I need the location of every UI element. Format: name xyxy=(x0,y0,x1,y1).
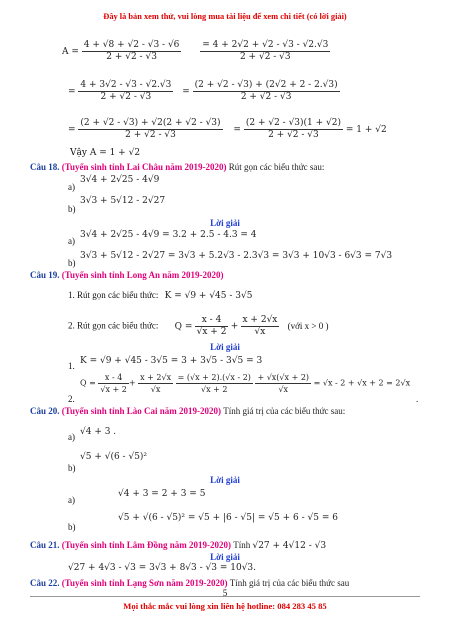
numerator: (2 + √2 - √3) + √2(2 + √2 - √3) xyxy=(80,118,221,128)
question-label: Câu 22. xyxy=(30,578,60,588)
q18-part-a-expr: 3√4 + 2√25 - 4√9 xyxy=(80,175,160,185)
denominator: 2 + √2 - √3 xyxy=(106,52,157,62)
question-source: (Tuyển sinh tỉnh Lào Cai năm 2019-2020) xyxy=(61,406,221,416)
equation-line-3: = $\frac{(2 + √2 - √3) + √2(2 + √2 - √3)}{2 + √2 - √3}$ = $\frac{(2 + √2 - √3)(1 + √2)}{2 + √2 - √3}$ = 1 + √2 xyxy=(68,118,387,140)
question-expr: √27 + 4√12 - √3 xyxy=(252,541,327,551)
question-20-heading xyxy=(30,406,345,416)
preview-banner: Đây là bản xem thử, vui lòng mua tài liệu để xem chi tiết (có lời giải) xyxy=(103,12,347,21)
question-label: Câu 21. xyxy=(30,540,60,550)
fraction xyxy=(82,40,182,63)
page-number: 5 xyxy=(222,588,228,598)
part-text: 1. Rút gọn các biểu thức: xyxy=(68,290,159,300)
question-19-heading xyxy=(30,270,223,280)
denominator: 2 + √2 - √3 xyxy=(239,52,291,62)
equation-line-2: = $\frac{4 + 3√2 - √3 - √2.√3}{2 + √2 - √3}$ = $\frac{(2 + √2 - √3) + (2√2 + 2 - 2.√3)}{2 + √2 - √3}$ xyxy=(68,80,338,102)
q18-part-b-expr: 3√3 + 5√12 - 2√27 xyxy=(80,196,166,206)
question-source: (Tuyển sinh tỉnh Lâm Đồng năm 2019-2020) xyxy=(61,540,231,550)
fraction xyxy=(193,80,340,103)
q19-sol-2-dot: . xyxy=(416,394,419,404)
q19-sol-2: Q = $\frac{x - 4}{√x + 2}$ + $\frac{x + 2√x}{√x}$ $\frac{= (√x + 2).(√x - 2)}{√x + 2}$ $\frac{+ √x(√x + 2)}{√x}$ = √x - 2 + √x + 2 = 2√x xyxy=(80,373,411,394)
fraction xyxy=(241,315,280,338)
q18-sol-b-label: b) xyxy=(68,258,76,268)
numerator: x - 4 xyxy=(195,315,229,327)
footer-divider xyxy=(30,596,420,597)
q18-solution-title: Lời giải xyxy=(210,218,240,228)
q20-part-b-expr: √5 + √(6 - √5)² xyxy=(80,452,148,462)
eq-label: A = xyxy=(62,47,79,57)
question-text: Rút gọn các biểu thức sau: xyxy=(228,162,325,172)
question-source: (Tuyển sinh tỉnh Lạng Sơn năm 2019-2020) xyxy=(61,578,228,588)
numerator: + √x(√x + 2) xyxy=(257,373,310,382)
question-source: (Tuyển sinh tỉnh Lai Châu năm 2019-2020) xyxy=(61,162,227,172)
fraction xyxy=(200,40,330,63)
q19-sol-2-label: 2. xyxy=(68,394,75,404)
question-label: Câu 19. xyxy=(30,270,60,280)
q20-sol-b: √5 + √(6 - √5)² = √5 + |6 - √5| = √5 + 6 - √5 = 6 xyxy=(118,513,338,523)
plus-sign: + xyxy=(230,321,239,332)
q19-sol-1: K = √9 + √45 - 3√5 = 3 + 3√5 - 3√5 = 3 xyxy=(80,356,263,366)
denominator: √x xyxy=(278,385,289,394)
numerator: = (√x + 2).(√x - 2) xyxy=(177,373,251,382)
numerator: 4 + 3√2 - √3 - √2.√3 xyxy=(80,80,172,90)
q19-solution-title: Lời giải xyxy=(210,342,240,352)
footer-hotline: Mọi thắc mắc vui lòng xin liên hệ hotline: 084 283 45 85 xyxy=(123,601,327,611)
numerator: 4 + √8 + √2 - √3 - √6 xyxy=(83,40,180,50)
numerator: = 4 + 2√2 + √2 - √3 - √2.√3 xyxy=(202,40,329,50)
question-text: Tính xyxy=(233,540,251,550)
q19-part-1 xyxy=(68,290,252,301)
q18-part-a-label: a) xyxy=(68,182,75,192)
question-18-heading xyxy=(30,162,324,172)
denominator: √x + 2 xyxy=(100,385,127,394)
q19-sol-1-label: 1. xyxy=(68,361,75,371)
question-22-heading xyxy=(30,578,349,588)
fraction xyxy=(176,372,253,395)
denominator: √x xyxy=(254,327,266,337)
question-label: Câu 20. xyxy=(30,406,60,416)
part-expr: K = √9 + √45 - 3√5 xyxy=(164,291,253,301)
q18-sol-a: 3√4 + 2√25 - 4√9 = 3.2 + 2.5 - 4.3 = 4 xyxy=(80,230,257,240)
q21-sol: √27 + 4√3 - √3 = 3√3 + 8√3 - √3 = 10√3. xyxy=(68,563,257,573)
result: = 1 + √2 xyxy=(345,125,387,135)
fraction xyxy=(78,80,173,103)
part-text: 2. Rút gọn các biểu thức: xyxy=(68,320,159,331)
conclusion-line xyxy=(70,148,140,158)
question-label: Câu 18. xyxy=(30,162,60,172)
q20-solution-title: Lời giải xyxy=(210,475,240,485)
numerator: (2 + √2 - √3)(1 + √2) xyxy=(245,118,342,128)
result: = √x - 2 + √x + 2 = 2√x xyxy=(313,378,411,388)
q-label: Q = xyxy=(174,321,193,332)
q18-part-b-label: b) xyxy=(68,204,76,214)
numerator: x + 2√x xyxy=(140,373,172,382)
q18-sol-b: 3√3 + 5√12 - 2√27 = 3√3 + 5.2√3 - 2.3√3 = 3√3 + 10√3 - 6√3 = 7√3 xyxy=(80,251,393,261)
q-label: Q = xyxy=(80,378,96,388)
denominator: 2 + √2 - √3 xyxy=(240,92,292,102)
denominator: √x + 2 xyxy=(196,327,227,337)
question-21-heading xyxy=(30,540,326,551)
q20-sol-b-label: b) xyxy=(68,522,76,532)
q19-part-2 xyxy=(68,315,328,338)
q21-solution-title: Lời giải xyxy=(210,552,240,562)
conclusion-expr: A = 1 + √2 xyxy=(89,148,141,158)
numerator: x + 2√x xyxy=(242,315,278,325)
fraction xyxy=(98,372,129,395)
q18-sol-a-label: a) xyxy=(68,236,75,246)
equation-line-1 xyxy=(62,40,330,63)
conclusion-label: Vậy xyxy=(70,148,87,158)
fraction xyxy=(195,315,229,338)
numerator: (2 + √2 - √3) + (2√2 + 2 - 2.√3) xyxy=(194,80,338,90)
fraction xyxy=(138,372,173,395)
fraction xyxy=(255,372,311,395)
denominator: 2 + √2 - √3 xyxy=(268,130,319,140)
condition: (với x > 0 ) xyxy=(287,320,329,331)
q20-sol-a: √4 + 3 = 2 + 3 = 5 xyxy=(118,489,206,499)
q20-part-a-label: a) xyxy=(68,432,75,442)
denominator: 2 + √2 - √3 xyxy=(100,92,152,102)
q20-part-b-label: b) xyxy=(68,463,76,473)
numerator: x - 4 xyxy=(98,372,129,384)
question-source: (Tuyển sinh tỉnh Long An năm 2019-2020) xyxy=(61,270,224,280)
denominator: 2 + √2 - √3 xyxy=(125,130,176,140)
question-text: Tính giá trị của các biểu thức sau: xyxy=(223,406,346,416)
q20-sol-a-label: a) xyxy=(68,495,75,505)
fraction xyxy=(78,118,222,141)
q20-part-a-expr: √4 + 3 . xyxy=(80,427,117,437)
denominator: √x + 2 xyxy=(201,385,228,394)
question-text: Tính giá trị của các biểu thức sau xyxy=(229,578,350,588)
denominator: √x xyxy=(150,385,161,394)
fraction xyxy=(244,118,343,141)
